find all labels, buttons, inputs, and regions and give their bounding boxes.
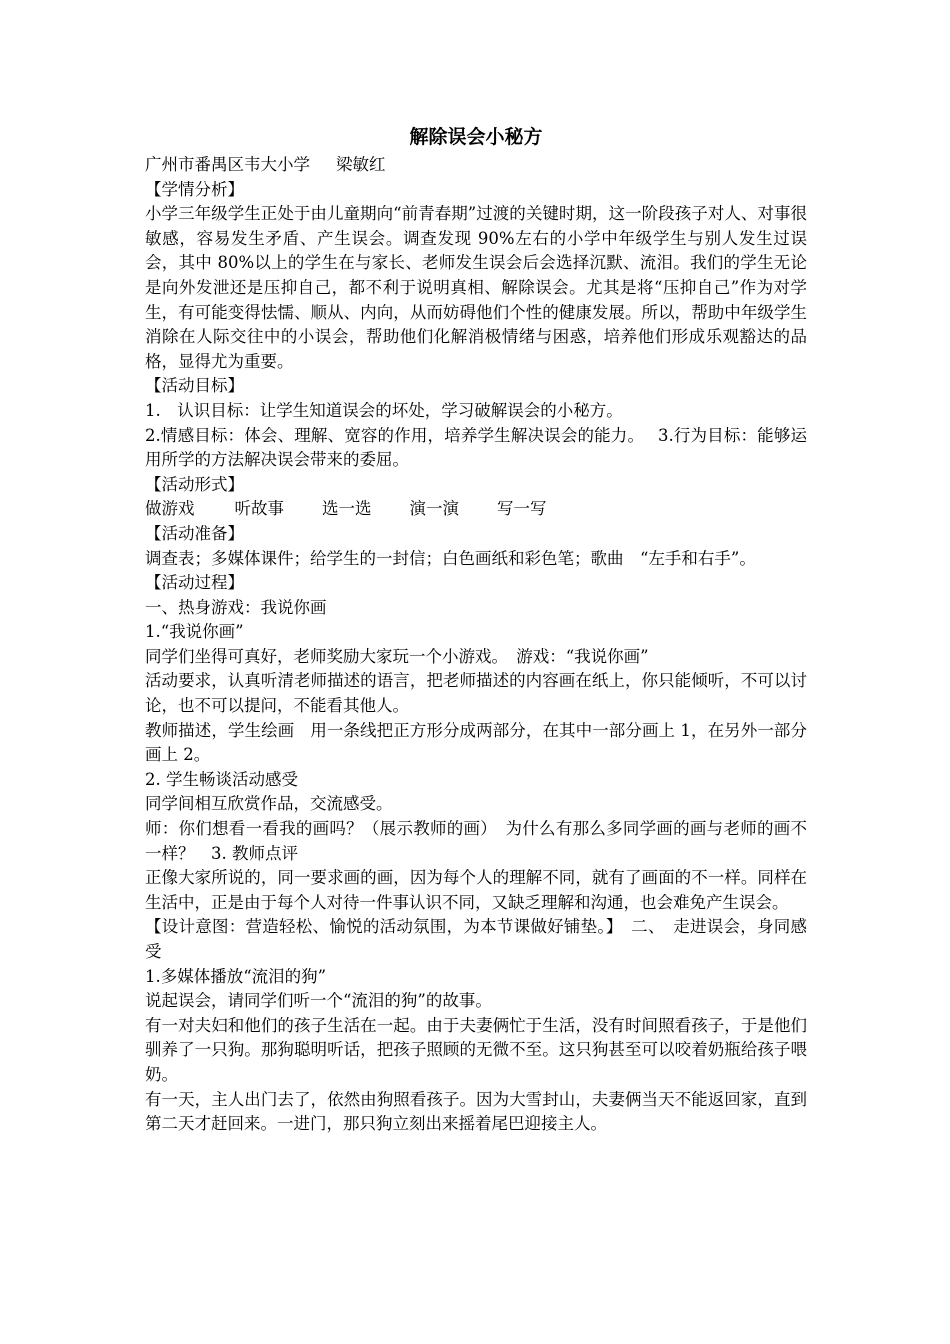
paragraph: 同学间相互欣赏作品，交流感受。: [145, 794, 393, 814]
goal-cognitive: 1. 认识目标：让学生知道误会的坏处，学习破解误会的小秘方。: [145, 400, 623, 420]
goal-emotional-behavior: 2.情感目标：体会、理解、宽容的作用，培养学生解决误会的能力。 3.行为目标：能够运用所学的方法解决误会带来的委屈。: [145, 425, 807, 470]
author-line: [145, 153, 807, 178]
teacher-describe-text: 用一条线把正方形分成两部分，在其中一部分画上 1，在另外一部分画上 2。: [145, 720, 807, 765]
teacher-describe-label: 教师描述，学生绘画: [145, 720, 295, 740]
step-heading: 1.多媒体播放“流泪的狗”: [145, 966, 327, 986]
section-heading-prep: 【活动准备】: [145, 523, 244, 543]
document-body: [145, 121, 807, 1137]
form-item: 做游戏: [145, 499, 195, 519]
activity-forms-list: [145, 497, 807, 522]
paragraph: 师：你们想看一看我的画吗？（展示教师的画） 为什么有那么多同学画的画与老师的画不一样？ 3. 教师点评: [145, 819, 807, 863]
prep-paragraph: 调查表；多媒体课件；给学生的一封信；白色画纸和彩色笔；歌曲 “左手和右手”。: [145, 548, 756, 568]
part-one-title: 一、热身游戏：我说你画: [145, 597, 327, 617]
step-heading: 2. 学生畅谈活动感受: [145, 769, 298, 789]
paragraph: 说起误会，请同学们听一个“流泪的狗”的故事。: [145, 991, 492, 1011]
paragraph: 有一对夫妇和他们的孩子生活在一起。由于夫妻俩忙于生活，没有时间照看孩子，于是他们驯养了一只狗。那狗聪明听话，把孩子照顾的无微不至。这只狗甚至可以咬着奶瓶给孩子喂奶。: [145, 1015, 807, 1084]
paragraph: 正像大家所说的，同一要求画的画，因为每个人的理解不同，就有了画面的不一样。同样在生活中，正是由于每个人对待一件事认识不同，又缺乏理解和沟通，也会难免产生误会。: [145, 868, 807, 912]
paragraph: 有一天，主人出门去了，依然由狗照看孩子。因为大雪封山，夫妻俩当天不能返回家，直到第二天才赶回来。一进门，那只狗立刻出来摇着尾巴迎接主人。: [145, 1089, 807, 1134]
school-name: 广州市番禺区韦大小学: [145, 155, 310, 174]
step-heading: 1.“我说你画”: [145, 622, 244, 642]
paragraph: 活动要求，认真听清老师描述的语言，把老师描述的内容画在纸上，你只能倾听，不可以讨论，也不可以提问，不能看其他人。: [145, 671, 807, 716]
author-name: 梁敏红: [336, 155, 386, 174]
form-item: 选一选: [322, 499, 372, 519]
section-heading-goals: 【活动目标】: [145, 376, 244, 396]
section-heading-forms: 【活动形式】: [145, 474, 244, 494]
form-item: 写一写: [497, 499, 547, 519]
section-heading-analysis: 【学情分析】: [145, 179, 244, 199]
paragraph: [145, 719, 807, 768]
paragraph: 【设计意图：营造轻松、愉悦的活动氛围，为本节课做好铺垫。】 二、 走进误会，身同感受: [145, 917, 807, 961]
section-heading-process: 【活动过程】: [145, 573, 244, 593]
form-item: 演一演: [409, 499, 459, 519]
analysis-paragraph: 小学三年级学生正处于由儿童期向“前青春期”过渡的关键时期，这一阶段孩子对人、对事很敏感，容易发生矛盾、产生误会。调查发现 90%左右的小学中年级学生与别人发生过误会，其中 80%以上的学生在与家长、老师发生误会后会选择沉默、流泪。我们的学生无论是向外发泄还是压抑自己，都不利于说明真相、解除误会。尤其是将“压抑自己”作为对学生，有可能变得怯懦、顺从、内向，从而妨碍他们个性的健康发展。所以，帮助中年级学生消除在人际交往中的小误会，帮助他们化解消极情绪与困惑，培养他们形成乐观豁达的品格，显得尤为重要。: [145, 204, 807, 371]
form-item: 听故事: [234, 499, 284, 519]
paragraph: 同学们坐得可真好，老师奖励大家玩一个小游戏。 游戏：“我说你画”: [145, 646, 649, 666]
page-title: 解除误会小秘方: [409, 126, 543, 148]
